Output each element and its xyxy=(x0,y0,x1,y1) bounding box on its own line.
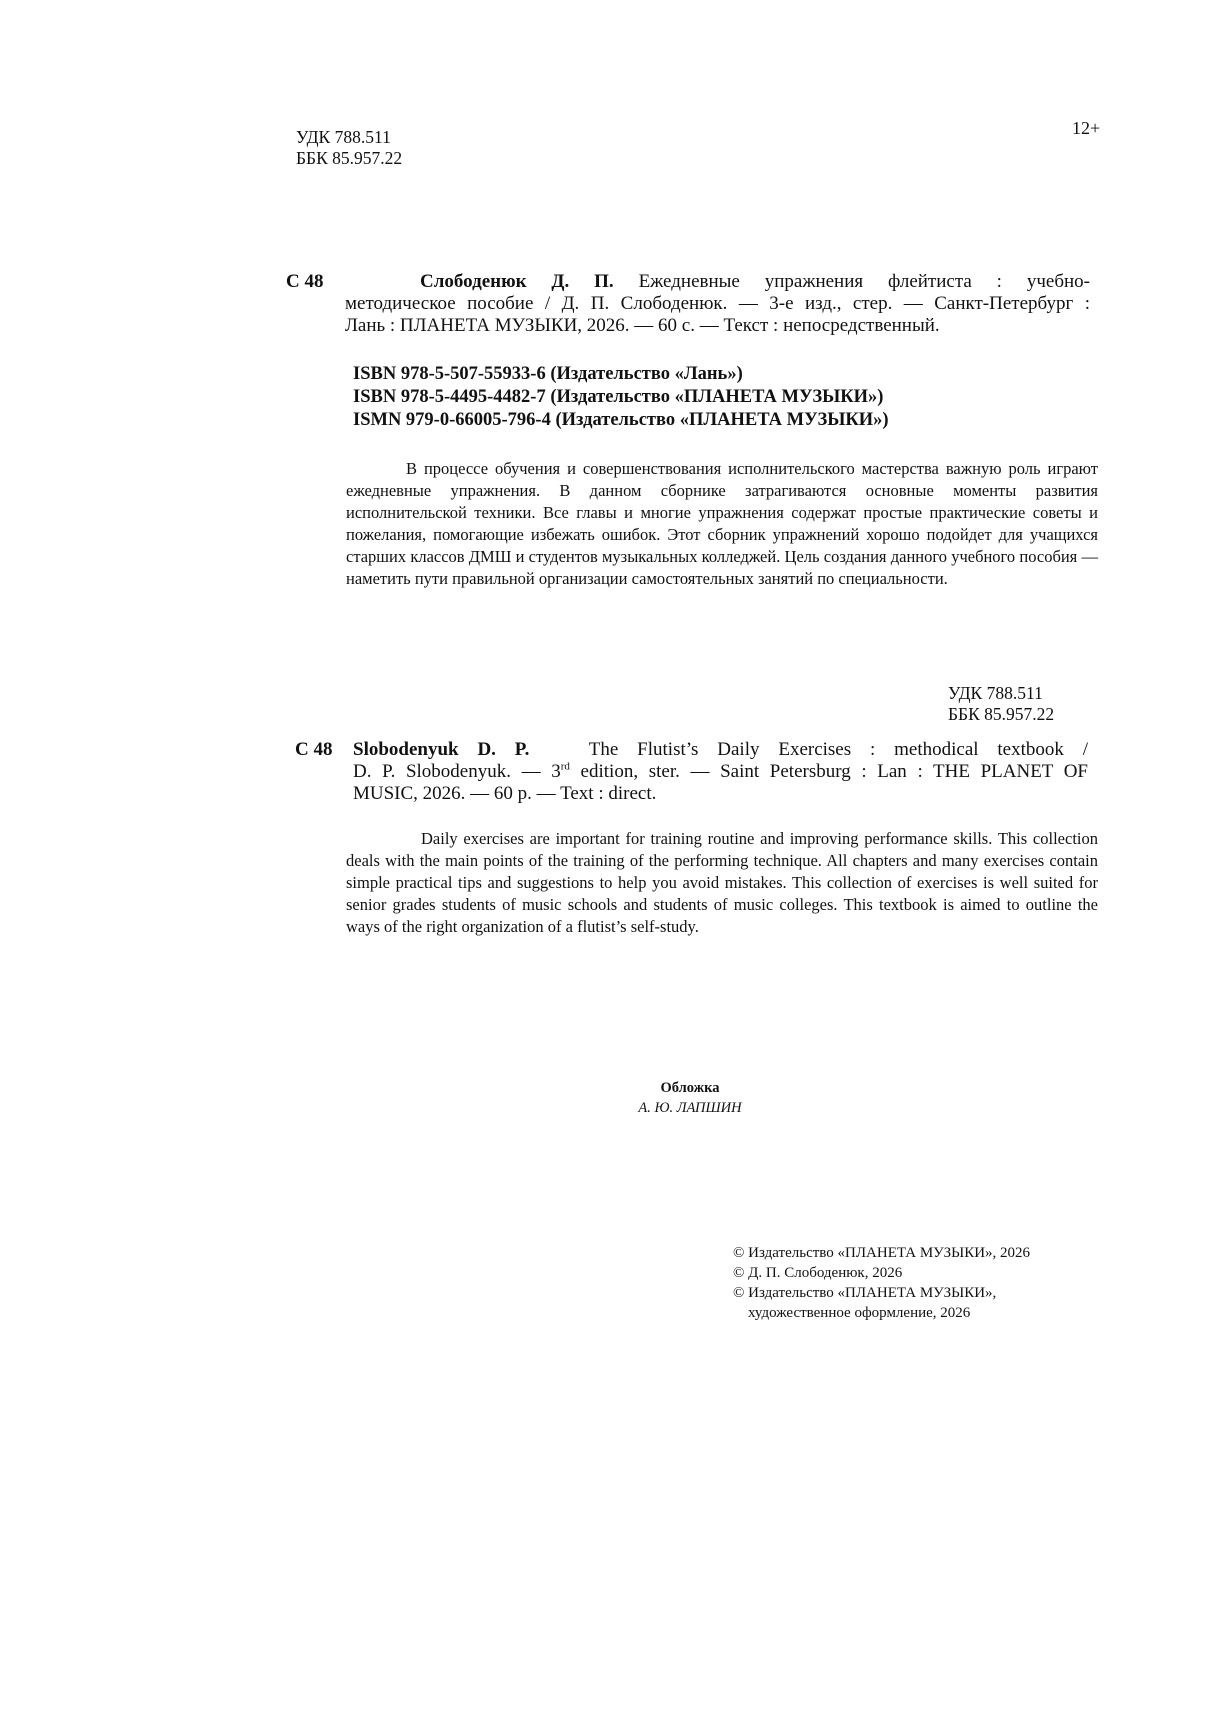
entry-line-2-ru: методическое пособие / Д. П. Слободенюк. — 3-е изд., стер. — Санкт-Петербург : xyxy=(345,293,1090,314)
entry-line-2-en-a: D. P. Slobodenyuk. — 3 xyxy=(353,761,561,782)
entry-line-2-en xyxy=(353,761,1088,783)
author-name-en: Slobodenyuk D. P. xyxy=(353,739,530,760)
copyright-line: © Д. П. Слободенюк, 2026 xyxy=(733,1265,903,1281)
isbn-lan: ISBN 978-5-507-55933-6 (Издательство «Лань») xyxy=(353,364,743,384)
copyright-line: © Издательство «ПЛАНЕТА МУЗЫКИ», xyxy=(733,1285,997,1301)
catalog-entry-ru xyxy=(345,271,1090,337)
udk-code: УДК 788.511 xyxy=(296,127,391,147)
entry-line-3-en: MUSIC, 2026. — 60 p. — Text : direct. xyxy=(353,783,657,804)
isbn-planet: ISBN 978-5-4495-4482-7 (Издательство «ПЛАНЕТА МУЗЫКИ») xyxy=(353,387,884,407)
entry-line-1-ru: Ежедневные упражнения флейтиста : учебно- xyxy=(638,271,1090,292)
classification-codes-top xyxy=(296,127,402,169)
author-name-ru: Слободенюк Д. П. xyxy=(420,271,614,292)
cover-artist: А. Ю. ЛАПШИН xyxy=(638,1100,742,1116)
cover-label: Обложка xyxy=(660,1080,720,1096)
entry-line-2-en-b: edition, ster. — Saint Petersburg : Lan : THE PLANET OF xyxy=(569,761,1088,782)
bbk-code: ББК 85.957.22 xyxy=(296,148,403,168)
edition-suffix: rd xyxy=(560,760,570,773)
isbn-block xyxy=(353,363,889,432)
age-rating: 12+ xyxy=(1072,118,1101,138)
udk-code-en: УДК 788.511 xyxy=(948,683,1043,703)
author-mark-en: С 48 xyxy=(295,739,333,760)
copyright-line: художественное оформление, 2026 xyxy=(748,1305,971,1321)
catalog-entry-en xyxy=(353,739,1088,805)
abstract-en-text: Daily exercises are important for training routine and improving performance skills. This collection deals with the main points of the training of the performing technique. All chapters and many exercises contain simple practical tips and suggestions to help you avoid mistakes. This collection of exercises is well suited for senior grades students of music schools and students of music colleges. This textbook is aimed to outline the ways of the right organization of a flutist’s self-study. xyxy=(346,829,1098,936)
bbk-code-en: ББК 85.957.22 xyxy=(948,704,1055,724)
abstract-en xyxy=(346,828,1098,938)
abstract-ru-text: В процессе обучения и совершенствования исполнительского мастерства важную роль играют ежедневные упражнения. В данном сборнике затрагиваются основные моменты развития исполнительской техники. Все главы и многие упражнения содержат простые практические советы и пожелания, помогающие избежать ошибок. Этот сборник упражнений хорошо подойдет для учащихся старших классов ДМШ и студентов музыкальных колледжей. Цель создания данного учебного пособия — наметить пути правильной организации самостоятельных занятий по специальности. xyxy=(346,459,1098,588)
author-mark-ru: С 48 xyxy=(286,271,324,292)
cover-credit xyxy=(560,1078,820,1118)
classification-codes-en xyxy=(948,683,1054,725)
copyright-block xyxy=(733,1243,1030,1323)
copyright-line: © Издательство «ПЛАНЕТА МУЗЫКИ», 2026 xyxy=(733,1245,1031,1261)
ismn-planet: ISMN 979-0-66005-796-4 (Издательство «ПЛАНЕТА МУЗЫКИ») xyxy=(353,410,889,430)
entry-line-3-ru: Лань : ПЛАНЕТА МУЗЫКИ, 2026. — 60 с. — Текст : непосредственный. xyxy=(345,315,940,336)
entry-line-1-en: The Flutist’s Daily Exercises : methodical textbook / xyxy=(588,739,1088,760)
abstract-ru xyxy=(346,458,1098,590)
